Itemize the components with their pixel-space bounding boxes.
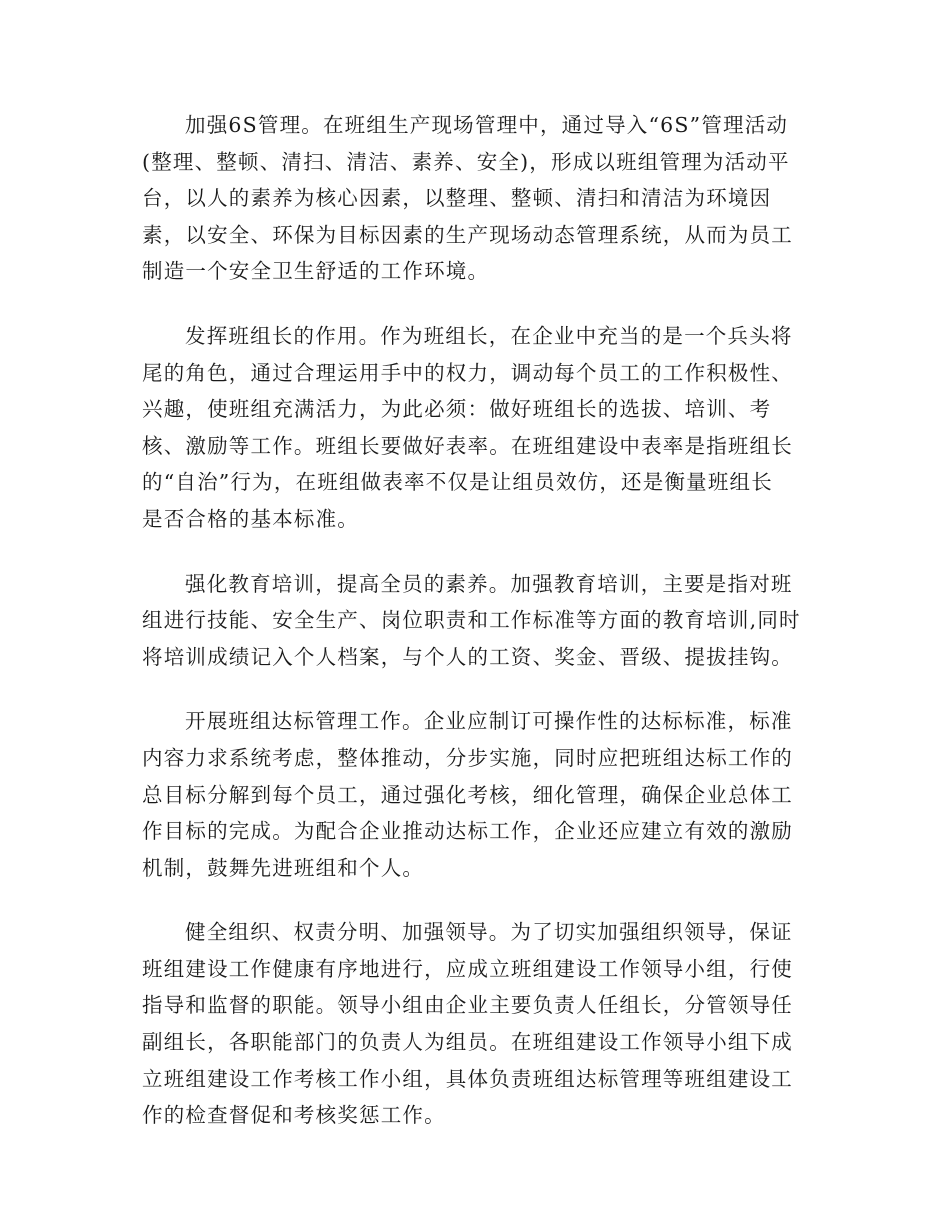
paragraph-line: 组进行技能、安全生产、岗位职责和工作标准等方面的教育培训,同时 bbox=[142, 608, 801, 633]
paragraph-line: 作的检查督促和考核奖惩工作。 bbox=[142, 1103, 446, 1128]
paragraph-line: 尾的角色，通过合理运用手中的权力，调动每个员工的工作积极性、 bbox=[142, 360, 793, 385]
paragraph-line: 内容力求系统考虑，整体推动，分步实施，同时应把班组达标工作的 bbox=[142, 745, 793, 770]
paragraph-education-training bbox=[142, 566, 804, 676]
paragraph-line: 的“自治”行为，在班组做表率不仅是让组员效仿，还是衡量班组长 bbox=[142, 470, 773, 495]
paragraph-standard-management bbox=[142, 703, 804, 886]
paragraph-6s-management bbox=[142, 107, 804, 290]
paragraph-line: (整理、整顿、清扫、清洁、素养、安全)，形成以班组管理为活动平 bbox=[142, 149, 790, 174]
paragraph-line: 是否合格的基本标准。 bbox=[142, 506, 359, 531]
paragraph-line: 副组长，各职能部门的负责人为组员。在班组建设工作领导小组下成 bbox=[142, 1030, 793, 1055]
paragraph-line: 发挥班组长的作用。作为班组长，在企业中充当的是一个兵头将 bbox=[185, 323, 793, 348]
paragraph-line: 强化教育培训，提高全员的素养。加强教育培训，主要是指对班 bbox=[185, 571, 793, 596]
document-page bbox=[142, 107, 804, 1162]
paragraph-line: 作目标的完成。为配合企业推动达标工作，企业还应建立有效的激励 bbox=[142, 819, 793, 844]
paragraph-line: 开展班组达标管理工作。企业应制订可操作性的达标标准，标准 bbox=[185, 709, 793, 734]
paragraph-line: 将培训成绩记入个人档案，与个人的工资、奖金、晋级、提拔挂钩。 bbox=[142, 644, 793, 669]
paragraph-line: 加强6S管理。在班组生产现场管理中，通过导入“6S”管理活动 bbox=[185, 113, 789, 137]
paragraph-line: 机制，鼓舞先进班组和个人。 bbox=[142, 855, 425, 880]
paragraph-line: 班组建设工作健康有序地进行，应成立班组建设工作领导小组，行使 bbox=[142, 956, 793, 981]
paragraph-line: 素，以安全、环保为目标因素的生产现场动态管理系统，从而为员工 bbox=[142, 222, 793, 247]
paragraph-line: 兴趣，使班组充满活力，为此必须：做好班组长的选拔、培训、考 bbox=[142, 397, 772, 422]
paragraph-organization-leadership bbox=[142, 914, 804, 1134]
paragraph-line: 总目标分解到每个员工，通过强化考核，细化管理，确保企业总体工 bbox=[142, 782, 793, 807]
paragraph-line: 立班组建设工作考核工作小组，具体负责班组达标管理等班组建设工 bbox=[142, 1066, 793, 1091]
paragraph-line: 核、激励等工作。班组长要做好表率。在班组建设中表率是指班组长 bbox=[142, 433, 793, 458]
paragraph-line: 台，以人的素养为核心因素，以整理、整顿、清扫和清洁为环境因 bbox=[142, 186, 772, 211]
paragraph-line: 健全组织、权责分明、加强领导。为了切实加强组织领导，保证 bbox=[185, 920, 793, 945]
paragraph-line: 指导和监督的职能。领导小组由企业主要负责人任组长，分管领导任 bbox=[142, 993, 793, 1018]
paragraph-line: 制造一个安全卫生舒适的工作环境。 bbox=[142, 259, 490, 284]
paragraph-team-leader-role bbox=[142, 318, 804, 538]
